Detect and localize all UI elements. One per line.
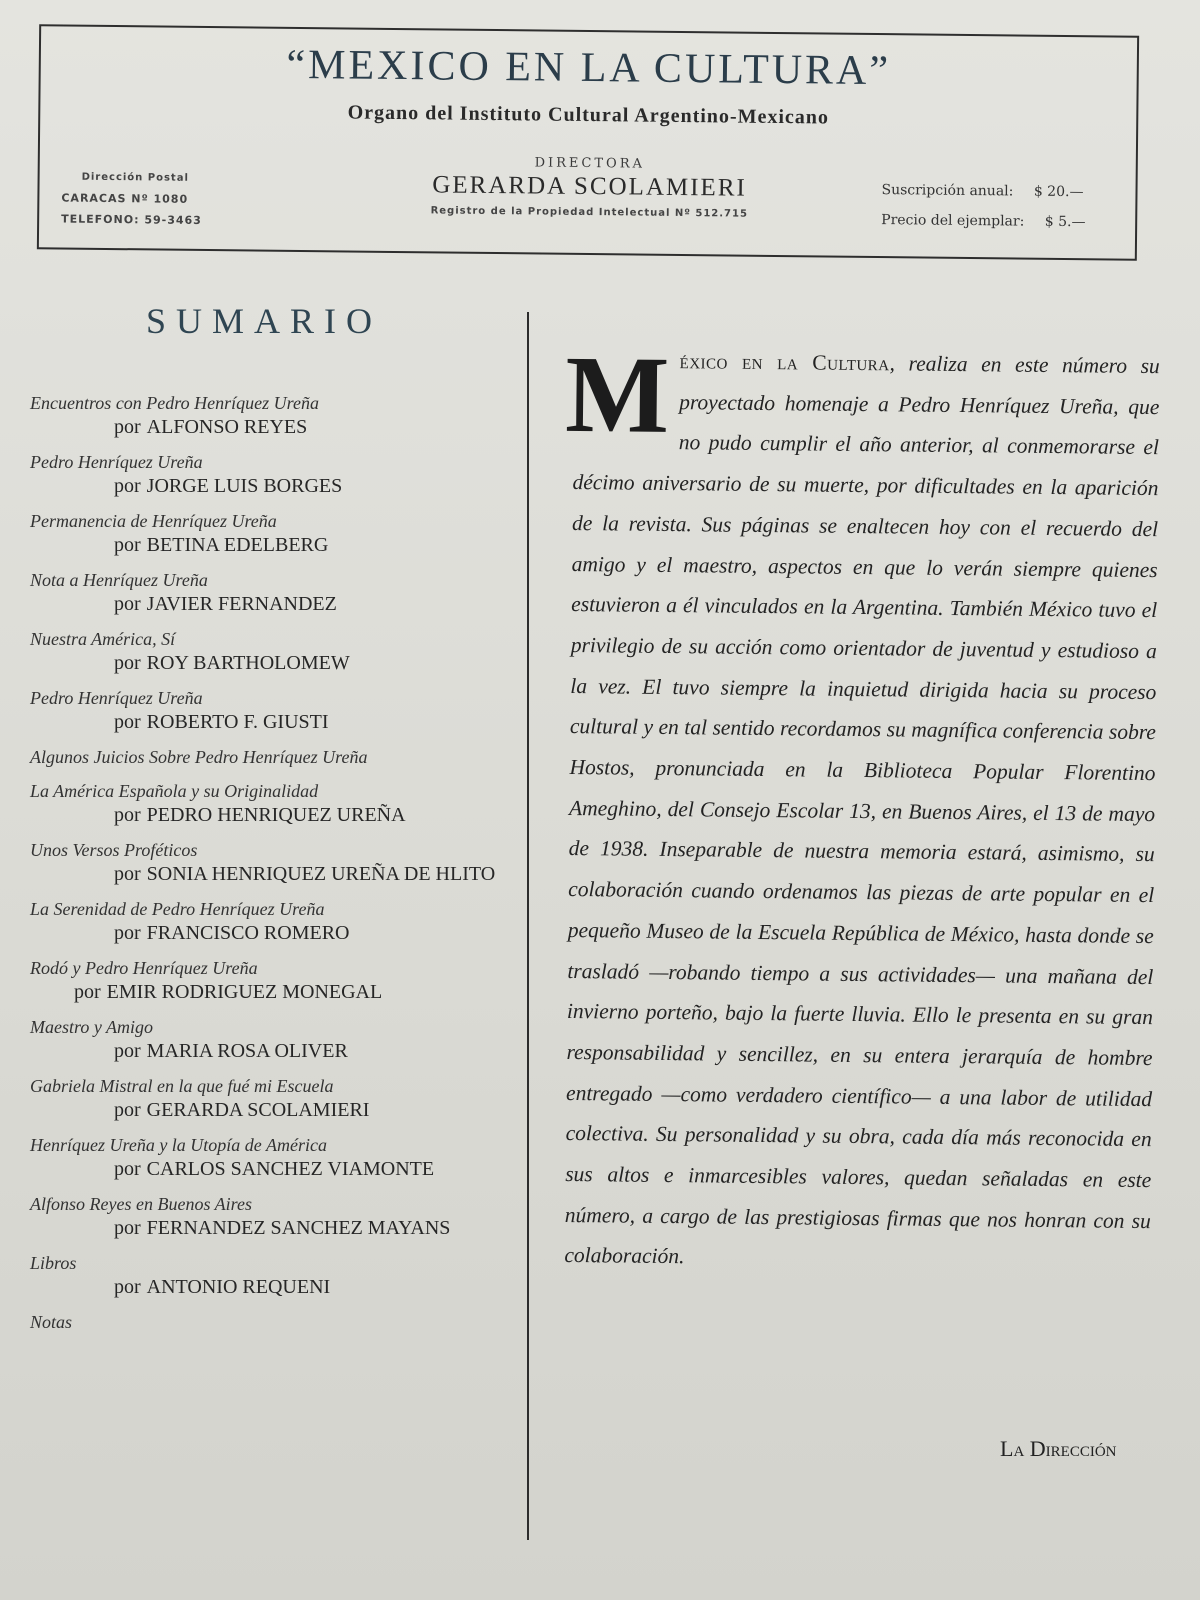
toc-entry-title: Algunos Juicios Sobre Pedro Henríquez Ureña bbox=[30, 747, 368, 767]
toc-entry-author: CARLOS SANCHEZ VIAMONTE bbox=[146, 1158, 435, 1180]
toc-entry bbox=[30, 1134, 530, 1182]
toc-entry-author-line bbox=[30, 592, 530, 617]
toc-entry-author: FERNANDEZ SANCHEZ MAYANS bbox=[146, 1217, 451, 1239]
director-name: GERARDA SCOLAMIERI bbox=[432, 171, 747, 202]
toc-por-label: por bbox=[114, 922, 141, 944]
toc-entry-author: PEDRO HENRIQUEZ UREÑA bbox=[146, 804, 406, 826]
postal-info bbox=[61, 166, 202, 230]
toc-entry bbox=[30, 1075, 530, 1123]
toc-entry-title: Rodó y Pedro Henríquez Ureña bbox=[30, 958, 258, 978]
toc-entry-author: ALFONSO REYES bbox=[146, 416, 308, 438]
toc-entry-title: Libros bbox=[30, 1253, 77, 1273]
toc-entry-author: ANTONIO REQUENI bbox=[146, 1276, 331, 1298]
toc-entry-title: Henríquez Ureña y la Utopía de América bbox=[30, 1135, 327, 1155]
toc-entry bbox=[30, 628, 530, 676]
toc-entry-author: FRANCISCO ROMERO bbox=[146, 922, 350, 944]
toc-entry bbox=[30, 510, 530, 558]
column-divider bbox=[527, 312, 529, 1540]
subscription-label: Suscripción anual: bbox=[881, 182, 1014, 200]
toc-entry-title: Nota a Henríquez Ureña bbox=[30, 570, 208, 590]
editorial-body: , realiza en este número su proyectado homenaje a Pedro Henríquez Ureña, que no pudo cumplir el año anterior, al conmemorarse el décimo aniversario de su muerte, por dificultades en la aparición de la revista. Sus páginas se enaltecen hoy con el recuerdo del amigo y el maestro, aspectos en que lo verán siempre quienes estuvieron a él vinculados en la Argentina. También México tuvo el privilegio de su acción como orientador de juventud y estudioso a la vez. El tuvo siempre la inquietud dirigida hacia su proceso cultural y en tal sentido recordamos su magnífica conferencia sobre Hostos, pronunciada en la Biblioteca Popular Florentino Ameghino, del Consejo Escolar 13, en Buenos Aires, el 13 de mayo de 1938. Inseparable de nuestra memoria estará, asimismo, su colaboración cuando ordenamos las piezas de arte popular en el pequeño Museo de la Escuela República de México, hasta donde se trasladó —robando tiempo a sus actividades— una mañana del invierno porteño, bajo la fuerte lluvia. Ello le presenta en su gran responsabilidad y sencillez, en su entera jerarquía de hombre entregado —como verdadero científico— a una labor de utilidad colectiva. Su personalidad y su obra, cada día más reconocida en sus altos e inmarcesibles valores, quedan señaladas en este número, a cargo de las prestigiosas firmas que nos honran con su colaboración. bbox=[564, 351, 1160, 1269]
toc-entry bbox=[30, 1016, 530, 1064]
toc-entry-title: Alfonso Reyes en Buenos Aires bbox=[30, 1194, 252, 1214]
toc-por-label: por bbox=[114, 804, 141, 826]
registry-number: Registro de la Propiedad Intelectual Nº 512.715 bbox=[430, 205, 748, 220]
toc-por-label: por bbox=[114, 1158, 141, 1180]
toc-por-label: por bbox=[114, 593, 141, 615]
toc-por-label: por bbox=[114, 711, 141, 733]
price-label: Precio del ejemplar: bbox=[881, 212, 1025, 230]
toc-entry-title: Pedro Henríquez Ureña bbox=[30, 688, 203, 708]
toc-entry bbox=[30, 839, 530, 887]
toc-entry-author-line bbox=[30, 862, 530, 887]
magazine-subtitle: Organo del Instituto Cultural Argentino-Mexicano bbox=[347, 101, 830, 129]
toc-entry-author-line bbox=[30, 1039, 530, 1064]
masthead bbox=[37, 24, 1139, 261]
toc-entry bbox=[30, 746, 530, 769]
toc-entry-author: SONIA HENRIQUEZ UREÑA DE HLITO bbox=[146, 863, 496, 885]
toc-entry bbox=[30, 1252, 530, 1300]
phone-number: TELEFONO: 59-3463 bbox=[61, 212, 202, 227]
toc-por-label: por bbox=[114, 475, 141, 497]
toc-entry bbox=[30, 451, 530, 499]
toc-entry bbox=[30, 898, 530, 946]
toc-entry-author: JAVIER FERNANDEZ bbox=[146, 593, 337, 615]
toc-entry-author-line bbox=[30, 1098, 530, 1123]
toc-por-label: por bbox=[114, 652, 141, 674]
toc-entry-author: EMIR RODRIGUEZ MONEGAL bbox=[106, 981, 383, 1003]
toc-entry-author: BETINA EDELBERG bbox=[146, 534, 329, 556]
toc-entry-title: La América Española y su Originalidad bbox=[30, 781, 319, 801]
toc-entry-author-line bbox=[30, 803, 530, 828]
toc-entry-title: Nuestra América, Sí bbox=[30, 629, 176, 649]
toc-por-label: por bbox=[114, 1276, 141, 1298]
toc-entry-author-line bbox=[30, 1157, 530, 1182]
sumario-heading: SUMARIO bbox=[146, 301, 383, 341]
toc-por-label: por bbox=[114, 416, 141, 438]
toc-entry-author-line bbox=[30, 474, 530, 499]
subscription-value: $ 20.— bbox=[1033, 183, 1084, 201]
toc-por-label: por bbox=[114, 1099, 141, 1121]
postal-address: CARACAS Nº 1080 bbox=[61, 191, 189, 206]
toc-entry-author-line bbox=[30, 533, 530, 558]
toc-entry-author: JORGE LUIS BORGES bbox=[146, 475, 343, 497]
drop-cap: M bbox=[564, 332, 670, 456]
toc-entry bbox=[30, 957, 530, 1005]
toc-entry-author: GERARDA SCOLAMIERI bbox=[146, 1099, 370, 1121]
pricing-info bbox=[881, 175, 1086, 237]
toc-por-label: por bbox=[114, 1217, 141, 1239]
toc-entry-title: Pedro Henríquez Ureña bbox=[30, 452, 203, 472]
price-value: $ 5.— bbox=[1044, 213, 1086, 231]
toc-entry-author-line bbox=[30, 1275, 530, 1300]
toc-por-label: por bbox=[74, 981, 101, 1003]
toc-entry-author: ROBERTO F. GIUSTI bbox=[146, 711, 329, 733]
toc-por-label: por bbox=[114, 1040, 141, 1062]
editorial-signature: La Dirección bbox=[1000, 1436, 1117, 1461]
table-of-contents bbox=[30, 392, 530, 1345]
toc-entry-title: Unos Versos Proféticos bbox=[30, 840, 198, 860]
toc-entry-author: MARIA ROSA OLIVER bbox=[146, 1040, 348, 1062]
toc-entry-title: Maestro y Amigo bbox=[30, 1017, 153, 1037]
toc-entry-author-line bbox=[30, 921, 530, 946]
director-role: DIRECTORA bbox=[534, 155, 645, 172]
postal-label: Dirección Postal bbox=[81, 171, 189, 184]
editorial-text bbox=[564, 332, 1160, 1282]
toc-entry bbox=[30, 687, 530, 735]
toc-por-label: por bbox=[114, 534, 141, 556]
toc-por-label: por bbox=[114, 863, 141, 885]
toc-entry-title: Encuentros con Pedro Henríquez Ureña bbox=[30, 393, 319, 413]
toc-entry bbox=[30, 1311, 530, 1334]
toc-entry-author-line bbox=[30, 710, 530, 735]
toc-entry-title: La Serenidad de Pedro Henríquez Ureña bbox=[30, 899, 325, 919]
toc-entry-title: Permanencia de Henríquez Ureña bbox=[30, 511, 277, 531]
toc-entry-author-line bbox=[30, 1216, 530, 1241]
toc-entry-author-line bbox=[30, 651, 530, 676]
toc-entry-title: Gabriela Mistral en la que fué mi Escuela bbox=[30, 1076, 334, 1096]
editorial-lead: éxico en la Cultura bbox=[679, 349, 890, 376]
toc-entry bbox=[30, 1193, 530, 1241]
magazine-title: “MEXICO EN LA CULTURA” bbox=[286, 41, 892, 95]
toc-entry bbox=[30, 780, 530, 828]
director-block bbox=[389, 154, 790, 220]
toc-entry bbox=[30, 392, 530, 440]
toc-entry bbox=[30, 569, 530, 617]
toc-entry-author-line bbox=[30, 980, 530, 1005]
toc-entry-author-line bbox=[30, 415, 530, 440]
toc-entry-title: Notas bbox=[30, 1312, 73, 1332]
toc-entry-author: ROY BARTHOLOMEW bbox=[146, 652, 350, 674]
